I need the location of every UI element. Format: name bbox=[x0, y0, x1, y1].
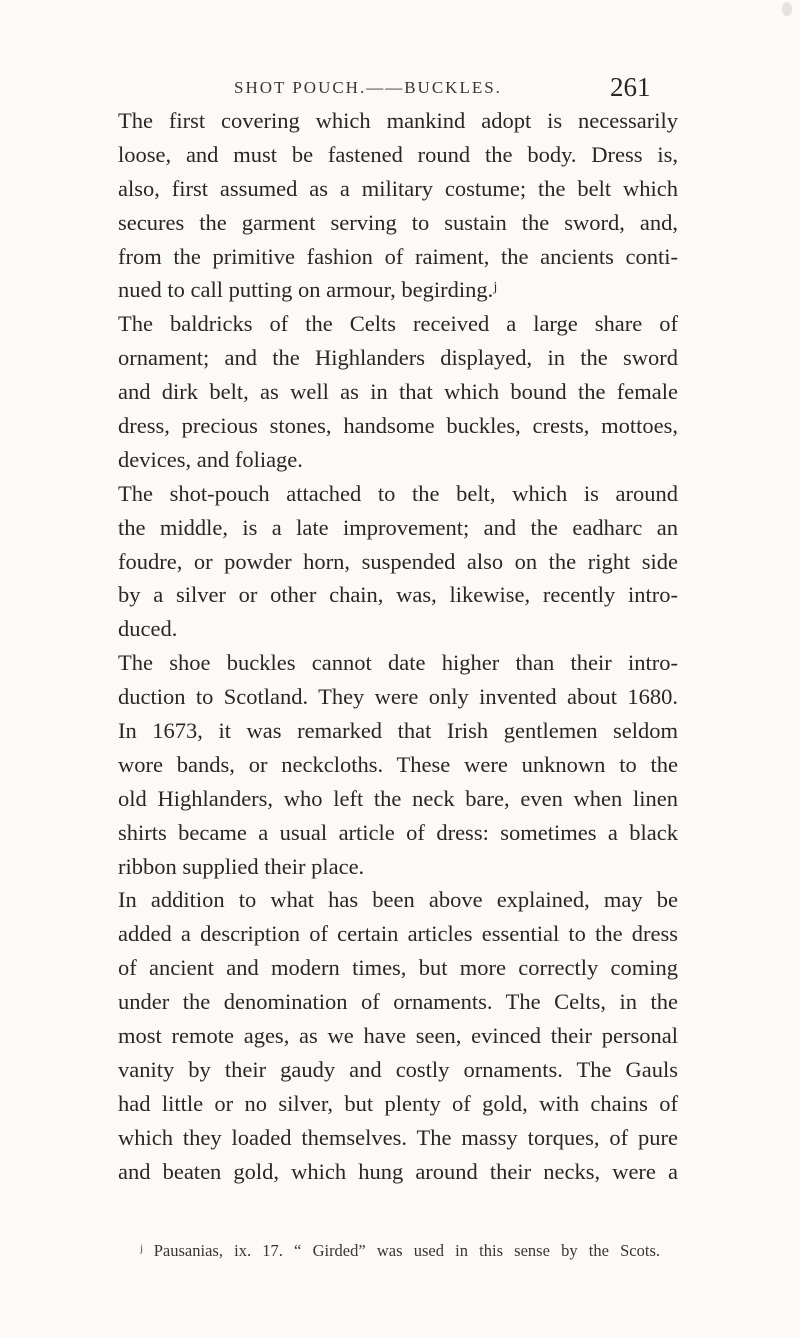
paper-speck bbox=[782, 2, 792, 16]
text-line: duction to Scotland. They were only invented about 1680. bbox=[118, 684, 678, 710]
body-text bbox=[118, 104, 678, 1189]
text-line: wore bands, or neckcloths. These were unknown to the bbox=[118, 751, 678, 777]
text-line: foudre, or powder horn, suspended also on the right side bbox=[118, 548, 678, 574]
text-line: had little or no silver, but plenty of gold, with chains of bbox=[118, 1090, 678, 1116]
text-line: shirts became a usual article of dress: sometimes a black bbox=[118, 819, 678, 845]
text-line: by a silver or other chain, was, likewise, recently intro- bbox=[118, 582, 678, 608]
text-line: loose, and must be fastened round the body. Dress is, bbox=[118, 141, 678, 167]
text-line: ornament; and the Highlanders displayed, in the sword bbox=[118, 345, 678, 371]
text-line: In addition to what has been above explained, may be bbox=[118, 887, 678, 913]
text-line: also, first assumed as a military costume; the belt which bbox=[118, 175, 678, 201]
text-line: from the primitive fashion of raiment, the ancients conti- bbox=[118, 243, 678, 269]
text-line: vanity by their gaudy and costly ornaments. The Gauls bbox=[118, 1056, 678, 1082]
text-line: which they loaded themselves. The massy torques, of pure bbox=[118, 1124, 678, 1150]
text-line: of ancient and modern times, but more correctly coming bbox=[118, 955, 678, 981]
text-line: old Highlanders, who left the neck bare, even when linen bbox=[118, 785, 678, 811]
text-line: and dirk belt, as well as in that which bound the female bbox=[118, 379, 678, 405]
text-line: The first covering which mankind adopt is necessarily bbox=[118, 108, 678, 133]
text-line: The shot-pouch attached to the belt, which is around bbox=[118, 480, 678, 506]
running-head: SHOT POUCH.——BUCKLES. bbox=[234, 78, 502, 97]
text-line: devices, and foliage. bbox=[118, 446, 303, 472]
text-line: and beaten gold, which hung around their necks, were a bbox=[118, 1158, 678, 1184]
text-line: the middle, is a late improvement; and the eadharc an bbox=[118, 514, 678, 540]
text-line: The shoe buckles cannot date higher than their intro- bbox=[118, 650, 678, 676]
text-line: most remote ages, as we have seen, evinced their personal bbox=[118, 1023, 678, 1049]
text-line: In 1673, it was remarked that Irish gentlemen seldom bbox=[118, 718, 678, 744]
page-number: 261 bbox=[610, 72, 651, 102]
text-line: nued to call putting on armour, begirding.ʲ bbox=[118, 277, 497, 303]
text-line: The baldricks of the Celts received a large share of bbox=[118, 311, 678, 337]
text-line: ribbon supplied their place. bbox=[118, 853, 365, 879]
text-line: added a description of certain articles essential to the dress bbox=[118, 921, 678, 947]
text-line: duced. bbox=[118, 616, 178, 642]
text-line: dress, precious stones, handsome buckles, crests, mottoes, bbox=[118, 413, 678, 439]
footnote: ʲ Pausanias, ix. 17. “ Girded” was used in this sense by the Scots. bbox=[140, 1241, 660, 1260]
text-line: secures the garment serving to sustain the sword, and, bbox=[118, 209, 678, 235]
text-line: under the denomination of ornaments. The Celts, in the bbox=[118, 989, 678, 1015]
